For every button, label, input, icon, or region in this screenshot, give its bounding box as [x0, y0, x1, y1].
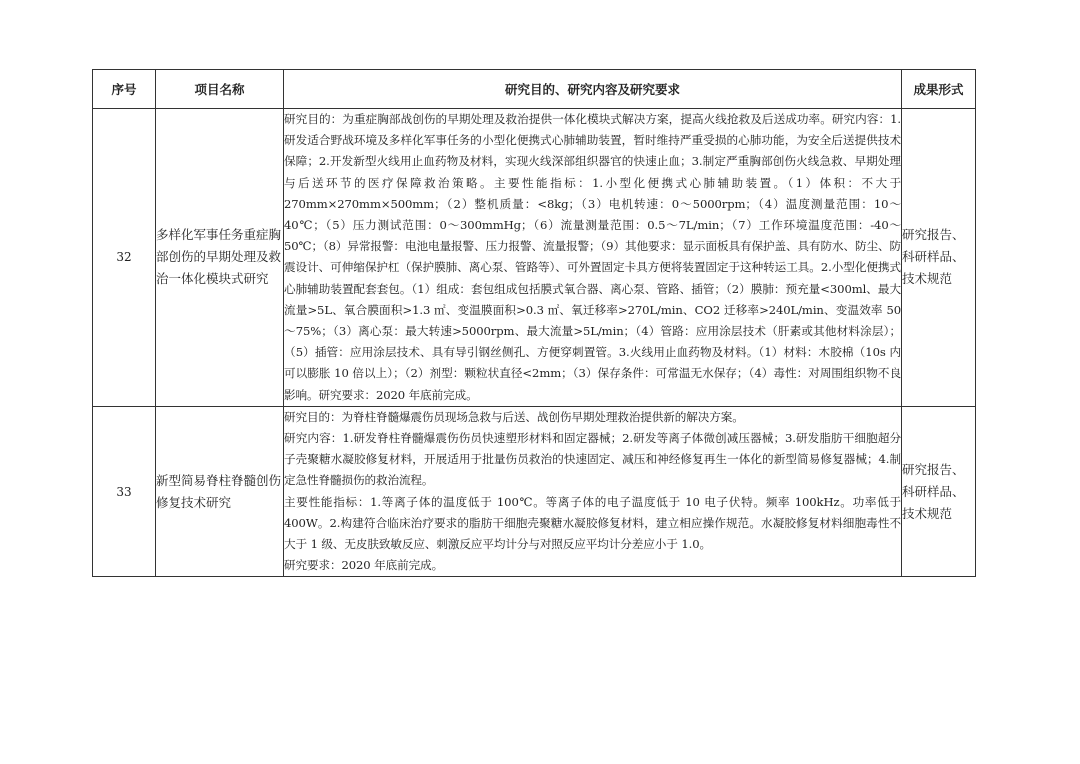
header-name: 项目名称 [156, 70, 284, 109]
header-index: 序号 [93, 70, 156, 109]
content-requirement: 研究要求：2020 年底前完成。 [284, 558, 444, 573]
project-name: 多样化军事任务重症胸部创伤的早期处理及救治一体化模块式研究 [156, 109, 284, 407]
header-result: 成果形式 [902, 70, 976, 109]
project-content: 研究目的：为重症胸部战创伤的早期处理及救治提供一体化模块式解决方案，提高火线抢救及后送成功率。研究内容：1.研发适合野战环境及多样化军事任务的小型化便携式心肺辅助装置，暂时维持严重受损的心肺功能，为安全后送提供技术保障；2.开发新型火线用止血药物及材料，实现火线深部组织器官的快速止血；3.制定严重胸部创伤火线急救、早期处理与后送环节的医疗保障救治策略。主要性能指标：1.小型化便携式心肺辅助装置。（1）体积：不大于 270mm×270mm×500mm；（2）整机质量：<8kg；（3）电机转速：0～5000rpm；（4）温度测量范围：10～40℃；（5）压力测试范围：0～300mmHg；（6）流量测量范围：0.5～7L/min；（7）工作环境温度范围：-40～50℃；（8）异常报警：电池电量报警、压力报警、流量报警；（9）其他要求：显示面板具有保护盖、具有防水、防尘、防震设计、可伸缩保护杠（保护膜肺、离心泵、管路等）、可外置固定卡具方便将装置固定于这种转运工具。2.小型化便携式心肺辅助装置配套套包。（1）组成：套包组成包括膜式氧合器、离心泵、管路、插管；（2）膜肺：预充量<300ml、最大流量>5L、氧合膜面积>1.3 ㎡、变温膜面积>0.3 ㎡、氧迁移率>270L/min、CO2 迁移率>240L/min、变温效率 50～75%；（3）离心泵：最大转速>5000rpm、最大流量>5L/min；（4）管路：应用涂层技术（肝素或其他材料涂层）；（5）插管：应用涂层技术、具有导引钢丝侧孔、方便穿刺置管。3.火线用止血药物及材料。（1）材料：木胶棉（10s 内可以膨胀 10 倍以上）；（2）剂型：颗粒状直径<2mm；（3）保存条件：可常温无水保存；（4）毒性：对周围组织物不良影响。研究要求：2020 年底前完成。 [284, 109, 902, 407]
header-content: 研究目的、研究内容及研究要求 [284, 70, 902, 109]
content-research: 研究内容：1.研发脊柱脊髓爆震伤伤员快速塑形材料和固定器械；2.研发等离子体微创减压器械；3.研发脂肪干细胞超分子壳聚糖水凝胶修复材料，开展适用于批量伤员救治的快速固定、减压和神经修复再生一体化的新型简易修复器械；4.制定急性脊髓损伤的救治流程。 [284, 431, 901, 488]
table-row [93, 109, 976, 407]
result-form: 研究报告、科研样品、技术规范 [902, 406, 976, 577]
row-index: 32 [93, 109, 156, 407]
table-header-row [93, 70, 976, 109]
row-index: 33 [93, 406, 156, 577]
content-indicators: 主要性能指标：1.等离子体的温度低于 100℃。等离子体的电子温度低于 10 电子伏特。频率 100kHz。功率低于 400W。2.构建符合临床治疗要求的脂肪干细胞壳聚糖水凝胶修复材料，建立相应操作规范。水凝胶修复材料细胞毒性不大于 1 级、无皮肤致敏反应、刺激反应平均计分与对照反应平均计分差应小于 1.0。 [284, 494, 901, 552]
result-form: 研究报告、科研样品、技术规范 [902, 109, 976, 407]
project-table [92, 69, 976, 577]
content-purpose: 研究目的：为脊柱脊髓爆震伤员现场急救与后送、战创伤早期处理救治提供新的解决方案。 [284, 409, 744, 424]
table-row [93, 406, 976, 577]
project-content [284, 406, 902, 577]
project-name: 新型简易脊柱脊髓创伤修复技术研究 [156, 406, 284, 577]
